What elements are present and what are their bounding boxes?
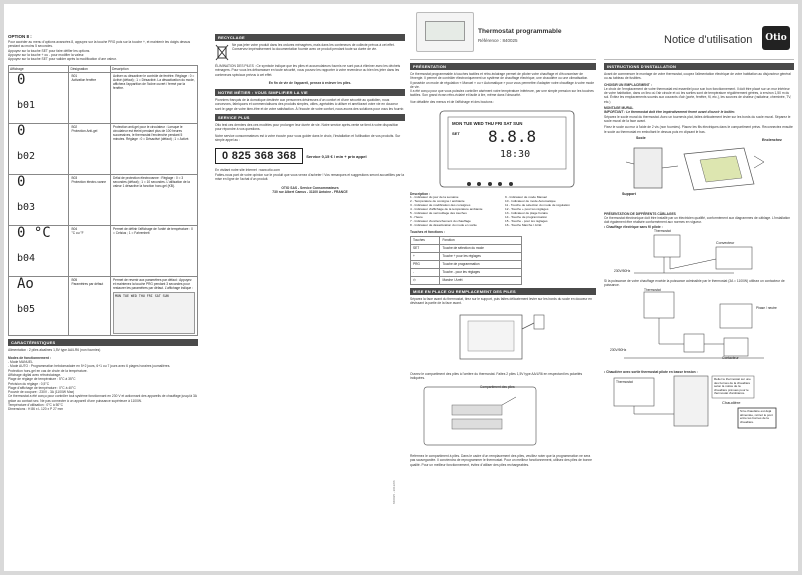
company-address: 730 rue Albert Camus - 31100 Antoine - FRANCE bbox=[272, 190, 348, 195]
touch-fn: Touche de programmation bbox=[440, 260, 521, 268]
touch-key: Touches bbox=[411, 236, 440, 244]
lcd-display bbox=[11, 227, 66, 275]
legend bbox=[410, 196, 596, 227]
header-affichage: Affichage bbox=[9, 66, 69, 73]
pres-text: Ce thermostat programmable à touches tactiles et rétro-éclairage permet de piloter votre chauffage et d'économiser de l'énergie. Il permet de contrôler électroniquement un système de chauffage électrique, une chaudière ou une climatisation. bbox=[410, 72, 589, 81]
note-right: Relier le thermostat sur une des bornes de la chaudière selon la notice de la chaudière prévues pour le thermostat d'ambiance. bbox=[714, 376, 751, 396]
spec-line: Affichage digital avec rétroéclairage. bbox=[8, 372, 62, 377]
thermostat-label-3: Thermostat bbox=[616, 379, 633, 384]
options-text-3: Appuyez sur la touche + ou - pour modifier la valeur. bbox=[8, 52, 85, 57]
table-row bbox=[9, 124, 198, 175]
row-designation: B05 Paramètres par défaut bbox=[69, 277, 111, 336]
legend-right bbox=[505, 196, 596, 227]
montage-title: MONTAGE MURAL bbox=[604, 106, 634, 111]
header-right bbox=[604, 4, 794, 60]
table-row bbox=[9, 226, 198, 277]
legend-item: 14 - Touche de programmation bbox=[505, 214, 548, 219]
montage-warning: IMPORTANT : Le thermostat doit être impérativement fermé avant d'ouvrir le boîtier. bbox=[604, 110, 736, 115]
lcd-display bbox=[11, 176, 66, 224]
reinstall-text: Refermez le compartiment à piles. Dans le cadre d'un remplacement des piles, veuillez noter que la programmation ne sera pas sauvegardée. Il conviendra de reprogrammer le thermostat. Pour un meilleur fonctionnement, utilisez des piles de bonne qualité. Pour un meilleur fonctionnement, évitez d'utiliser des piles rechargeables. bbox=[410, 454, 592, 467]
compartment-label: Compartiment des piles bbox=[480, 385, 515, 390]
convecteur-label: Convecteur bbox=[716, 241, 735, 246]
touch-key: ⏻ bbox=[411, 276, 440, 284]
notre-title: NOTRE MÉTIER : VOUS SIMPLIFIER LA VIE bbox=[215, 89, 405, 96]
table-row bbox=[9, 175, 198, 226]
touch-key: PRG bbox=[411, 260, 440, 268]
row-description: Permet de définir l'affichage de l'unité de température : 0 = Celsius ; 1 = Fahrenheit bbox=[111, 226, 198, 277]
montage-text: Séparez le socle mural du thermostat. Avec un tournevis plat, faites délicatement levier sur les bords du socle mural. Séparez le socle mural de la face avant. bbox=[604, 114, 791, 123]
company-name: OTIO SAS - Service Consommateurs bbox=[281, 186, 339, 191]
lcd-code: b01 bbox=[17, 100, 36, 112]
thermostat-photo bbox=[416, 12, 474, 52]
notice-title: Notice d'utilisation bbox=[664, 34, 753, 46]
voltage-label: 230V/50Hz bbox=[614, 269, 631, 274]
spec-line: Plage d'affichage de température : 0°C à 40°C bbox=[8, 385, 76, 390]
notre-text: Pionniers français de la domotique destinée aux personnes désireuses d'un confort et d'une sécurité au quotidien, nous concevons, fabriquons et commercialisons des produits simples, utiles, agréables à utiliser et améliorant votre vie en douceur sont le gage de votre bien-être et de votre satisfaction. À l'écoute de votre confort, nous avons des solutions pour vous les fournir. bbox=[215, 98, 405, 111]
table-row bbox=[9, 73, 198, 124]
header-designation: Désignation bbox=[69, 66, 111, 73]
legend-title: Description : bbox=[410, 192, 431, 197]
choix-text: Le choix de l'emplacement de votre thermostat est essentiel pour son bon fonctionnement. Il doit être placé sur un mur intérieur de votre habitation, dans un lieu où l'air circule et où les sorties sont de température régulièrement gérées, à environ 1,50 m du sol. Évitez les emplacements soumis aux courants d'air (porte, fenêtre, fil, etc.), les sources de chaleur (radiateur, cheminée, TV, etc.) bbox=[604, 86, 792, 104]
row-description bbox=[111, 277, 198, 336]
spec-line: Modes de fonctionnement : bbox=[8, 355, 51, 360]
spec-title: CARACTÉRISTIQUES bbox=[8, 339, 198, 346]
touch-key: + bbox=[411, 252, 440, 260]
touches-table bbox=[410, 236, 522, 285]
sav-text-2: Notre service consommateurs est à votre écoute pour vous guider dans le choix, l'installation et l'utilisation de vos produits. Sur simple appel au : bbox=[215, 133, 401, 142]
install-title: MISE EN PLACE OU REMPLACEMENT DES PILES bbox=[410, 288, 596, 295]
lcd-days: MON TUE WED THU FRI SAT SUN bbox=[452, 121, 523, 127]
column-service bbox=[211, 4, 409, 571]
lcd-code: b02 bbox=[17, 151, 36, 163]
button-dot[interactable] bbox=[477, 182, 481, 186]
enclenchez-label: Enclenchez bbox=[762, 137, 782, 142]
schemas-title: PRÉSENTATION DE DIFFÉRENTS CÂBLAGES bbox=[604, 211, 676, 216]
open-thermostat-drawing bbox=[450, 309, 550, 367]
pres-text-2: Il possède un mode de régulation « Manuel » ou « Automatique » pour vous permettre d'adapter votre chauffage à votre mode de vie. bbox=[410, 80, 595, 89]
row-designation: B02 Protection Anti-gel bbox=[69, 124, 111, 175]
note-box: Si la chaudière est déjà alimentée, retirez le pont entre les bornes de la chaudière. bbox=[740, 408, 773, 424]
table-row bbox=[9, 277, 198, 336]
spec-line: - Mode MANUEL bbox=[8, 360, 33, 365]
button-dot[interactable] bbox=[467, 182, 471, 186]
wiring-drawing-2 bbox=[604, 288, 794, 370]
touch-fn: Marche / Arrêt bbox=[440, 276, 521, 284]
options-text-2: Appuyez sur la touche SET pour faire défiler les options. bbox=[8, 48, 91, 53]
legend-item: 5 - Indicateur de verrouillage des touches bbox=[410, 211, 467, 215]
env-text: En fin de vie de l'appareil, pensez à enlever les piles. bbox=[268, 80, 352, 85]
inst-text: Avant de commencer le montage de votre thermostat, coupez l'alimentation électrique de votre habitation au disjoncteur général ou au tableau de fusibles. bbox=[604, 72, 791, 81]
battery-drawing bbox=[420, 383, 540, 449]
lcd-value: 0 bbox=[17, 72, 26, 89]
brand-logo: Otio bbox=[762, 26, 790, 50]
button-row bbox=[466, 173, 514, 191]
wiring-drawing-1 bbox=[604, 229, 794, 279]
spec-line: Dimensions : H 86 x L 120 x P 27 mm bbox=[8, 407, 64, 412]
phone-cost: Service 0,15 € / min + prix appel bbox=[306, 153, 367, 159]
spec-line: - Mode AUTO : Programmation hebdomadaire en 5+2 jours, 6+1 ou 7 jours avec 6 plages horaires journalières. bbox=[8, 364, 171, 369]
legend-item: 12 - Touche + pour les réglages bbox=[505, 207, 549, 212]
manual-sheet bbox=[4, 4, 798, 571]
desc-intro: Vue détaillée des menus et de l'affichage et des boutons : bbox=[410, 99, 495, 104]
column-options bbox=[4, 4, 202, 571]
socle-label: Socle bbox=[636, 135, 646, 140]
touch-fn: Touche + pour les réglages bbox=[440, 252, 521, 260]
touch-fn: Fonction bbox=[440, 236, 521, 244]
spec-line: Température d'utilisation : 0°C à 50°C bbox=[8, 403, 63, 408]
legend-item: 11 - Touche de sélection du mode de régulation bbox=[505, 203, 570, 208]
lcd-diagram bbox=[418, 107, 588, 189]
mounting-drawing bbox=[604, 134, 794, 212]
button-dot[interactable] bbox=[498, 182, 502, 186]
touch-fn: Touche - pour les réglages bbox=[440, 268, 521, 276]
thermostat-label-2: Thermostat bbox=[644, 287, 661, 292]
lcd-set: SET bbox=[452, 131, 460, 137]
options-title: OPTION 8 : bbox=[8, 34, 32, 39]
row-designation: B03 Protection électro-vanne bbox=[69, 175, 111, 226]
piles-text: ÉLIMINATION DES PILES : Ce symbole indique que les piles et accumulateurs fournis ne sont pas à éliminer avec les déchets ménagers. Pour vous les débarrasser en toute sécurité, vous pouvez les rapporter à votre revendeur ou bien les jeter dans les conteneurs spéciaux prévus à cet effet. bbox=[215, 64, 401, 77]
contacteur-label: Contacteur bbox=[722, 355, 739, 360]
recyclage-text-2: Conservez impérativement la documentation fournie avec ce produit pendant toute sa durée de vie. bbox=[232, 47, 377, 52]
phone-number: 0 825 368 368 bbox=[215, 148, 303, 164]
sav-text: Otio test ces derniers des ces modèles pour prolonger leur durée de vie. Notre service après-vente se tient à votre disposition pour répondre à vos questions. bbox=[215, 123, 399, 132]
wiring-diagram-3 bbox=[604, 374, 794, 430]
wiring-diagram-2 bbox=[604, 288, 794, 370]
row-designation: B04 °C ou °F bbox=[69, 226, 111, 277]
button-dot[interactable] bbox=[488, 182, 492, 186]
recyclage-block bbox=[215, 43, 405, 61]
options-table bbox=[8, 65, 198, 336]
legend-item: 2 - Température de consigne / ambiante bbox=[410, 199, 465, 204]
legend-item: 9 - Indicateur de mode Manuel bbox=[505, 195, 547, 200]
thermostat-label: Thermostat bbox=[654, 229, 671, 234]
vertical-code: 840025 - 2013/06 bbox=[392, 480, 396, 504]
lcd-full-preview bbox=[113, 292, 195, 334]
spec-line: Pouvoir de coupure : 230V - 3A (1100W Max) bbox=[8, 390, 75, 395]
legend-item: 8 - Indicateur de désactivation du mode en sortie bbox=[410, 222, 477, 227]
header-description: Description bbox=[111, 66, 198, 73]
spec-line: Alimentation : 2 piles alcalines 1,5V type AA/LR6 (non fournies) bbox=[8, 348, 101, 353]
column-presentation bbox=[406, 4, 600, 571]
touch-key: - bbox=[411, 268, 440, 276]
choix-title: CHOISIR UN EMPLACEMENT : bbox=[604, 82, 652, 87]
fix-text: Fixez le socle au mur à l'aide de 2 vis (non fournies). Placez les fils électriques dans le compartiment prévu. Reconnectez ensuite le socle au thermostat en emboîtant le dessus puis en clipsant le bas. bbox=[604, 125, 793, 134]
voltage-label-2: 230V/50Hz bbox=[610, 347, 627, 352]
lcd-code: b04 bbox=[17, 253, 36, 265]
hotline bbox=[215, 148, 405, 164]
install-text-2: Ouvrez le compartiment des piles à l'arrière du thermostat. Faites 2 piles 1,5V type AA/LR6 en respectant les polarités indiquées. bbox=[410, 371, 583, 380]
legend-item: 4 - Indicateur d'affichage de la température ambiante bbox=[410, 207, 483, 212]
support-label: Support bbox=[622, 191, 636, 196]
row-designation: B01 Activation fenêtre bbox=[69, 73, 111, 124]
row-description-text: Permet de revenir aux paramètres par défaut : Appuyez et maintenez la touche PRG pendant 3 secondes pour restaurer les paramètres par défaut. L'affichage indique : bbox=[113, 278, 193, 291]
lcd-value: 0 bbox=[17, 123, 26, 140]
lcd-value: Ao bbox=[17, 276, 34, 293]
lcd-time: 18:30 bbox=[500, 149, 531, 161]
recyclage-text-1: Ne pas jeter votre produit dans les ordures ménagères, mais dans les conteneurs de collecte prévus à cet effet. bbox=[232, 43, 395, 47]
header-left bbox=[410, 4, 596, 60]
touch-fn: Touche de sélection du mode bbox=[440, 244, 521, 252]
product-reference: Référence : 840025 bbox=[478, 38, 518, 43]
legend-item: 10 - Indicateur de mode Automatique bbox=[505, 199, 556, 204]
crossed-bin-icon bbox=[215, 43, 229, 61]
row-description: Activer ou désactiver le contrôle de fenêtre. Réglage : 0 = Activé (défaut) ; 1 = Désactivé. La désactivation du mode, affichera l'apparition de l'icône ouvert / fermé par la fenêtre. bbox=[111, 73, 198, 124]
spec-line: Précision du réglage : 0,5°C bbox=[8, 381, 50, 386]
install-text: Séparez la face avant du thermostat, tirez sur le support, puis faites délicatement levier sur les bords du socle en douceur en dévissant la partie de la face avant. bbox=[410, 296, 592, 306]
inst-title: INSTRUCTIONS D'INSTALLATION bbox=[604, 63, 794, 70]
wiring-diagram-1 bbox=[604, 229, 794, 279]
recyclage-title: RECYCLAGE bbox=[215, 34, 405, 41]
spec-line: Plage de réglage de température : 5°C à 35°C bbox=[8, 377, 76, 382]
battery-figure bbox=[410, 383, 596, 451]
legend-item: 6 - Heure bbox=[410, 214, 423, 219]
phase-label: Phase / neutre bbox=[756, 305, 777, 310]
lcd-temp: 8.8.8 bbox=[488, 127, 537, 147]
lcd-value: 0 °C bbox=[17, 225, 51, 242]
legend-item: 13 - Indicateur de plage horaire bbox=[505, 211, 548, 215]
legend-item: 3 - Indicateur de modification des consignes bbox=[410, 203, 471, 208]
legend-left bbox=[410, 196, 501, 227]
pres-title: PRÉSENTATION bbox=[410, 63, 596, 70]
product-title: Thermostat programmable bbox=[478, 28, 562, 35]
column-installation bbox=[600, 4, 798, 571]
legend-item: 16 - Touche Marche / Arrêt bbox=[505, 222, 542, 227]
touch-key: SET bbox=[411, 244, 440, 252]
legend-item: 7 - Indicateur d'enclenchement du chauffage bbox=[410, 218, 471, 223]
row-description: Protection anti-gel pour le circulateur : Lorsque le circulateur est éteint pendant plus de 100 heures successives, le thermostat l'enclenche pendant 5 minutes. Réglage : 0 = Désactivé (défaut) ; 1 = Activé. bbox=[111, 124, 198, 175]
spec-list bbox=[8, 348, 198, 411]
options-text-4: Appuyez sur la touche SET pour valider après la modification d'une valeur. bbox=[8, 57, 117, 62]
schemas-text: Ce thermostat électronique doit être installé par un électricien qualifié, conformément aux diagrammes de câblage. L'installation doit également être réalisée conformément aux normes en vigueur. bbox=[604, 216, 791, 225]
legend-item: 1 - Indicateur du jour de la semaine bbox=[410, 195, 459, 200]
lcd-code: b05 bbox=[17, 304, 36, 316]
sav-title: SERVICE PLUS bbox=[215, 114, 405, 121]
case-1-title: • Chauffage électrique sans fil pilote : bbox=[604, 224, 663, 229]
pres-text-3: Il a été conçu pour que vous puissiez contrôler aisément votre température intérieure, par une simple pression sur les touches tactiles. Son grand écran rétro-éclairé et facile à lire, même dans l'obscurité. bbox=[410, 89, 594, 98]
lcd-display bbox=[11, 125, 66, 173]
spec-line: Protection hors-gel en cas de chute de la température. bbox=[8, 368, 88, 373]
lcd-days: MON TUE WED THU FRI SAT SUN bbox=[115, 294, 169, 299]
legend-item: 15 - Touche - pour les réglages bbox=[505, 218, 548, 223]
case-3-title: • Chaudière avec sortie thermostat pilote en basse tension : bbox=[604, 369, 698, 374]
lcd-display bbox=[11, 74, 66, 122]
button-dot[interactable] bbox=[509, 182, 513, 186]
lcd-code: b03 bbox=[17, 202, 36, 214]
row-description: Délai de protection électrovanne : Réglage : 0 = 3 secondes (défaut) ; 1 = 10 secondes. L'utilisation de la valeur 1 désactive la fonction horo-gel (KB). bbox=[111, 175, 198, 226]
touches-title: Touches et fonctions : bbox=[410, 229, 445, 234]
options-text-1: Pour accéder au menu d'options avancées 8, appuyez sur la touche PRG puis sur la touche +, et maintenir les doigts dessus pendant au moins 5 secondes. bbox=[8, 40, 191, 49]
mounting-figure bbox=[604, 134, 794, 212]
case-2-text: Si la puissance de votre chauffage excède la puissance admissible par le thermostat (3A = 1100W) utilisez un contacteur de puissance. bbox=[604, 279, 785, 288]
lcd-display bbox=[11, 278, 66, 326]
web-text-2: Faites-nous part de votre opinion sur le produit que vous venez d'acheter ! Vos remarques et suggestions seront accueillies par la mise en ligne de l'achat d'un produit. bbox=[215, 172, 405, 181]
spec-line: Ce thermostat a été conçu pour contrôler tout système fonctionnant en 230 V et actionnant des appareils de chauffage jusqu'à 3A grâce au contact sec. Ne pas connecter à un appareil d'une puissance supérieure à 1100W. bbox=[8, 394, 197, 403]
chaudiere-label: Chaudière bbox=[722, 399, 741, 405]
web-text: En visitant notre site Internet : www.otio.com bbox=[215, 168, 280, 173]
lcd-value: 0 bbox=[17, 174, 26, 191]
